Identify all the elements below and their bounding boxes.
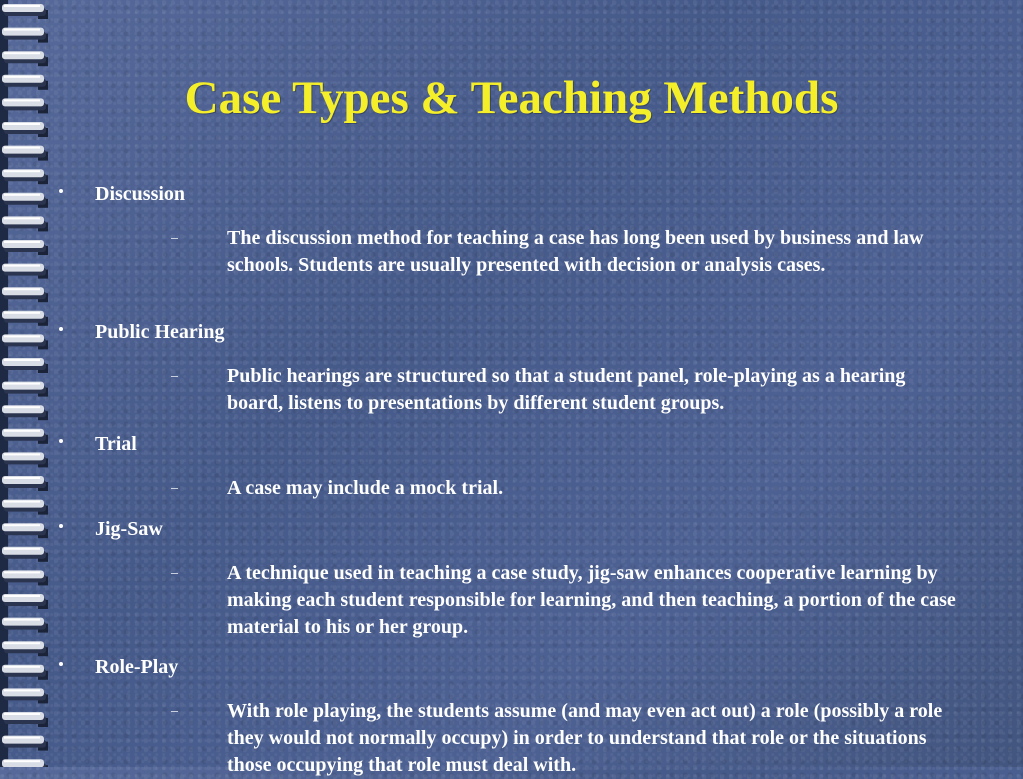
- bullet-dot-icon: [59, 662, 63, 666]
- slide-content: [0, 180, 1023, 779]
- list-item-discussion: [0, 180, 1023, 318]
- bullet-dot-icon: [59, 524, 63, 528]
- item-label: Public Hearing: [95, 321, 225, 343]
- item-detail-text: With role playing, the students assume (and may even act out) a role (possibly a role they would not normally occupy) in order to understand that role or the situations those occupying that role must deal with.: [227, 700, 943, 776]
- dash-icon: [171, 376, 178, 377]
- item-detail-text: The discussion method for teaching a case has long been used by business and law schools. Students are usually presented with decision or analysis cases.: [227, 227, 924, 276]
- list-item-public-hearing: [0, 318, 1023, 430]
- item-label: Discussion: [95, 183, 186, 205]
- item-detail-text: Public hearings are structured so that a student panel, role-playing as a hearing board, listens to presentations by different student groups.: [227, 365, 906, 414]
- item-detail-text: A technique used in teaching a case study, jig-saw enhances cooperative learning by making each student responsible for learning, and then teaching, a portion of the case material to his or her group.: [227, 562, 956, 638]
- item-label: Jig-Saw: [95, 518, 163, 540]
- dash-icon: [171, 488, 178, 489]
- dash-icon: [171, 573, 178, 574]
- item-detail: [0, 363, 1023, 417]
- bullet-dot-icon: [59, 189, 63, 193]
- list-item-trial: [0, 430, 1023, 515]
- bullet-dot-icon: [59, 439, 63, 443]
- item-detail: [0, 225, 1023, 279]
- dash-icon: [171, 238, 178, 239]
- item-detail: [0, 560, 1023, 641]
- list-item-role-play: [0, 653, 1023, 779]
- item-detail-text: A case may include a mock trial.: [227, 477, 504, 499]
- slide-title: Case Types & Teaching Methods: [184, 72, 839, 124]
- item-label: Role-Play: [95, 656, 179, 678]
- bullet-dot-icon: [59, 327, 63, 331]
- item-detail: [0, 475, 1023, 502]
- list-item-jig-saw: [0, 515, 1023, 653]
- dash-icon: [171, 711, 178, 712]
- item-label: Trial: [95, 433, 137, 455]
